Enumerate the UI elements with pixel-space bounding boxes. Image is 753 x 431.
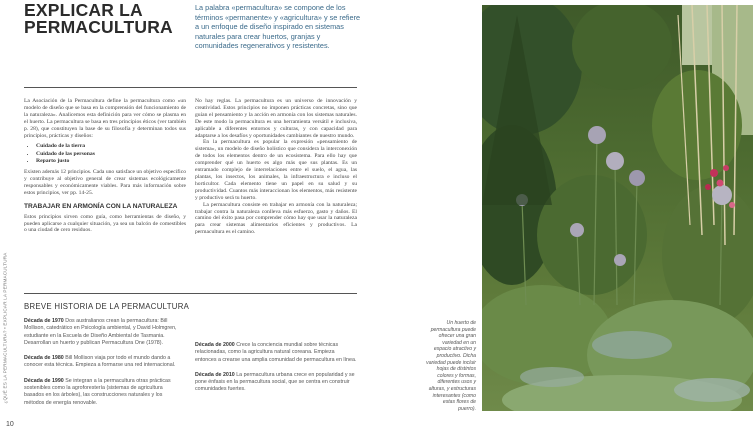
photo-caption: Un huerto de permacultura puede ofrecer una gran variedad en un espacio atractivo y productivo. Dicha variedad puede incluir hojas de distintos colores y formas, diferentes usos y alturas, y estructuras interesantes (como estas flores de puerro). bbox=[426, 320, 476, 412]
column-right bbox=[195, 98, 357, 236]
history-col-left bbox=[24, 318, 184, 415]
ethics-item: • Cuidado de las personas bbox=[36, 151, 186, 158]
running-head bbox=[0, 230, 12, 415]
guide-paragraph: Estos principios sirven como guía, como herramientas de diseño, y pueden aplicarse a cualquier situación, ya sea un balcón de comestibles o una ciudad de cero residuos. bbox=[24, 213, 186, 234]
top-rule bbox=[24, 87, 357, 88]
harmony-paragraph: La permacultura consiste en trabajar en armonía con la naturaleza; trabajar contra la naturaleza conlleva más esfuerzo, gasto y daños. El camino del éxito pasa por comprender cómo hay que usar la naturaleza para crear sistemas alimentarios eficientes y productivos. La permacultura es el camino. bbox=[195, 201, 357, 236]
page-title: EXPLICAR LA PERMACULTURA bbox=[24, 0, 173, 37]
history-entry bbox=[24, 355, 184, 370]
history-text: Dos australianos crean la permacultura: Bill Mollison, catedrático en Psicología ambiental, y David Holmgren, estudiante en la Escuela de Diseño Ambiental de Tasmania. Desarrollan un huerto y publican Permacultura One (1978). bbox=[24, 318, 177, 346]
running-head-text: ¿QUÉ ES LA PERMACULTURA? • EXPLICAR LA PERMACULTURA bbox=[2, 252, 8, 404]
history-text: La permacultura urbana crece en popularidad y se pone énfasis en la permacultura social, que se centra en construir comunidades fuertes. bbox=[195, 371, 355, 393]
history-decade: Década de 1980 bbox=[24, 355, 64, 362]
history-text: Bill Mollison viaja por todo el mundo dando a conocer esta técnica. Empieza a formarse una red internacional. bbox=[24, 355, 176, 369]
history-decade: Década de 2000 bbox=[195, 342, 235, 348]
history-entry bbox=[195, 342, 357, 364]
section-subhead: TRABAJAR EN ARMONÍA CON LA NATURALEZA bbox=[24, 202, 178, 210]
history-entry bbox=[195, 372, 357, 394]
ethics-item: • Cuidado de la tierra bbox=[36, 143, 186, 150]
history-decade: Década de 1970 bbox=[24, 318, 64, 324]
history-entry bbox=[24, 378, 184, 407]
garden-photo bbox=[482, 5, 753, 411]
history-title: BREVE HISTORIA DE LA PERMACULTURA bbox=[24, 302, 190, 311]
lead-paragraph: La palabra «permacultura» se compone de los términos «permanente» y «agricultura» y se refiere a un enfoque de diseño inspirado en sistemas naturales para crear huertos, granjas y comunidades regenerativos y resistentes. bbox=[195, 3, 361, 51]
ethics-list bbox=[24, 143, 186, 165]
history-entry bbox=[24, 318, 184, 347]
systems-paragraph: En la permacultura es popular la expresión «pensamiento de sistema», un modelo de diseño holístico que considera la interconexión de todos los elementos dentro de un ecosistema. Para ello hay que comprender qué un huerto es algo más que sus plantas. Es un entramado complejo de interrelaciones entre el suelo, el agua, las plantas, los insectos, los animales, la infraestructura e incluso el horticultor. Cada elemento tiene un papel en su salud y su productividad. Cuantos más interaccionan los elementos, más resistente y productivo será tu huerto. bbox=[195, 139, 357, 201]
history-text: Se integran a la permacultura otras prácticas sostenibles como la agroforestería (sistemas de agricultura basados en los árboles), las construcciones naturales y los métodos de energía renovable. bbox=[24, 377, 171, 406]
history-decade: Década de 1990 bbox=[24, 377, 64, 384]
rules-paragraph: No hay reglas. La permacultura es un universo de innovación y creatividad. Estos principios no imponen prácticas concretas, sino que guían el pensamiento y la acción en armonía con los sistemas naturales. De este modo la permacultura es una herramienta versátil e inclusiva, aplicable a diferentes entornos y culturas, y con capacidad para adaptarse a los desafíos y oportunidades cambiantes de nuestro mundo. bbox=[195, 98, 357, 139]
ethics-item: • Reparto justo bbox=[36, 158, 186, 165]
history-col-right bbox=[195, 342, 357, 402]
history-text: Crece la conciencia mundial sobre técnicas relacionadas, como la agricultura natural coreana. Empieza entonces a crearse una amplia comunidad de permacultura en línea. bbox=[195, 342, 357, 363]
principles-paragraph: Existen además 12 principios. Cada uno satisface un objetivo específico y contribuye al objetivo general de crear sistemas ecológicamente responsables y económicamente viables. Para más información sobre estos principios, ver pp. 14-25. bbox=[24, 169, 186, 196]
intro-paragraph: La Asociación de la Permacultura define la permacultura como «un modelo de diseño que se basa en la comprensión del funcionamiento de la naturaleza». Analicemos esta definición para ver cómo se plasma en el huerto. La permacultura se basa en tres principios éticos (ver también p. 28), que constituyen la base de su filosofía y determinan todos sus principios, prácticas y diseños: bbox=[24, 98, 186, 139]
history-rule bbox=[24, 293, 357, 294]
page-number: 10 bbox=[6, 421, 14, 428]
history-decade: Década de 2010 bbox=[195, 371, 235, 378]
column-left bbox=[24, 98, 186, 234]
